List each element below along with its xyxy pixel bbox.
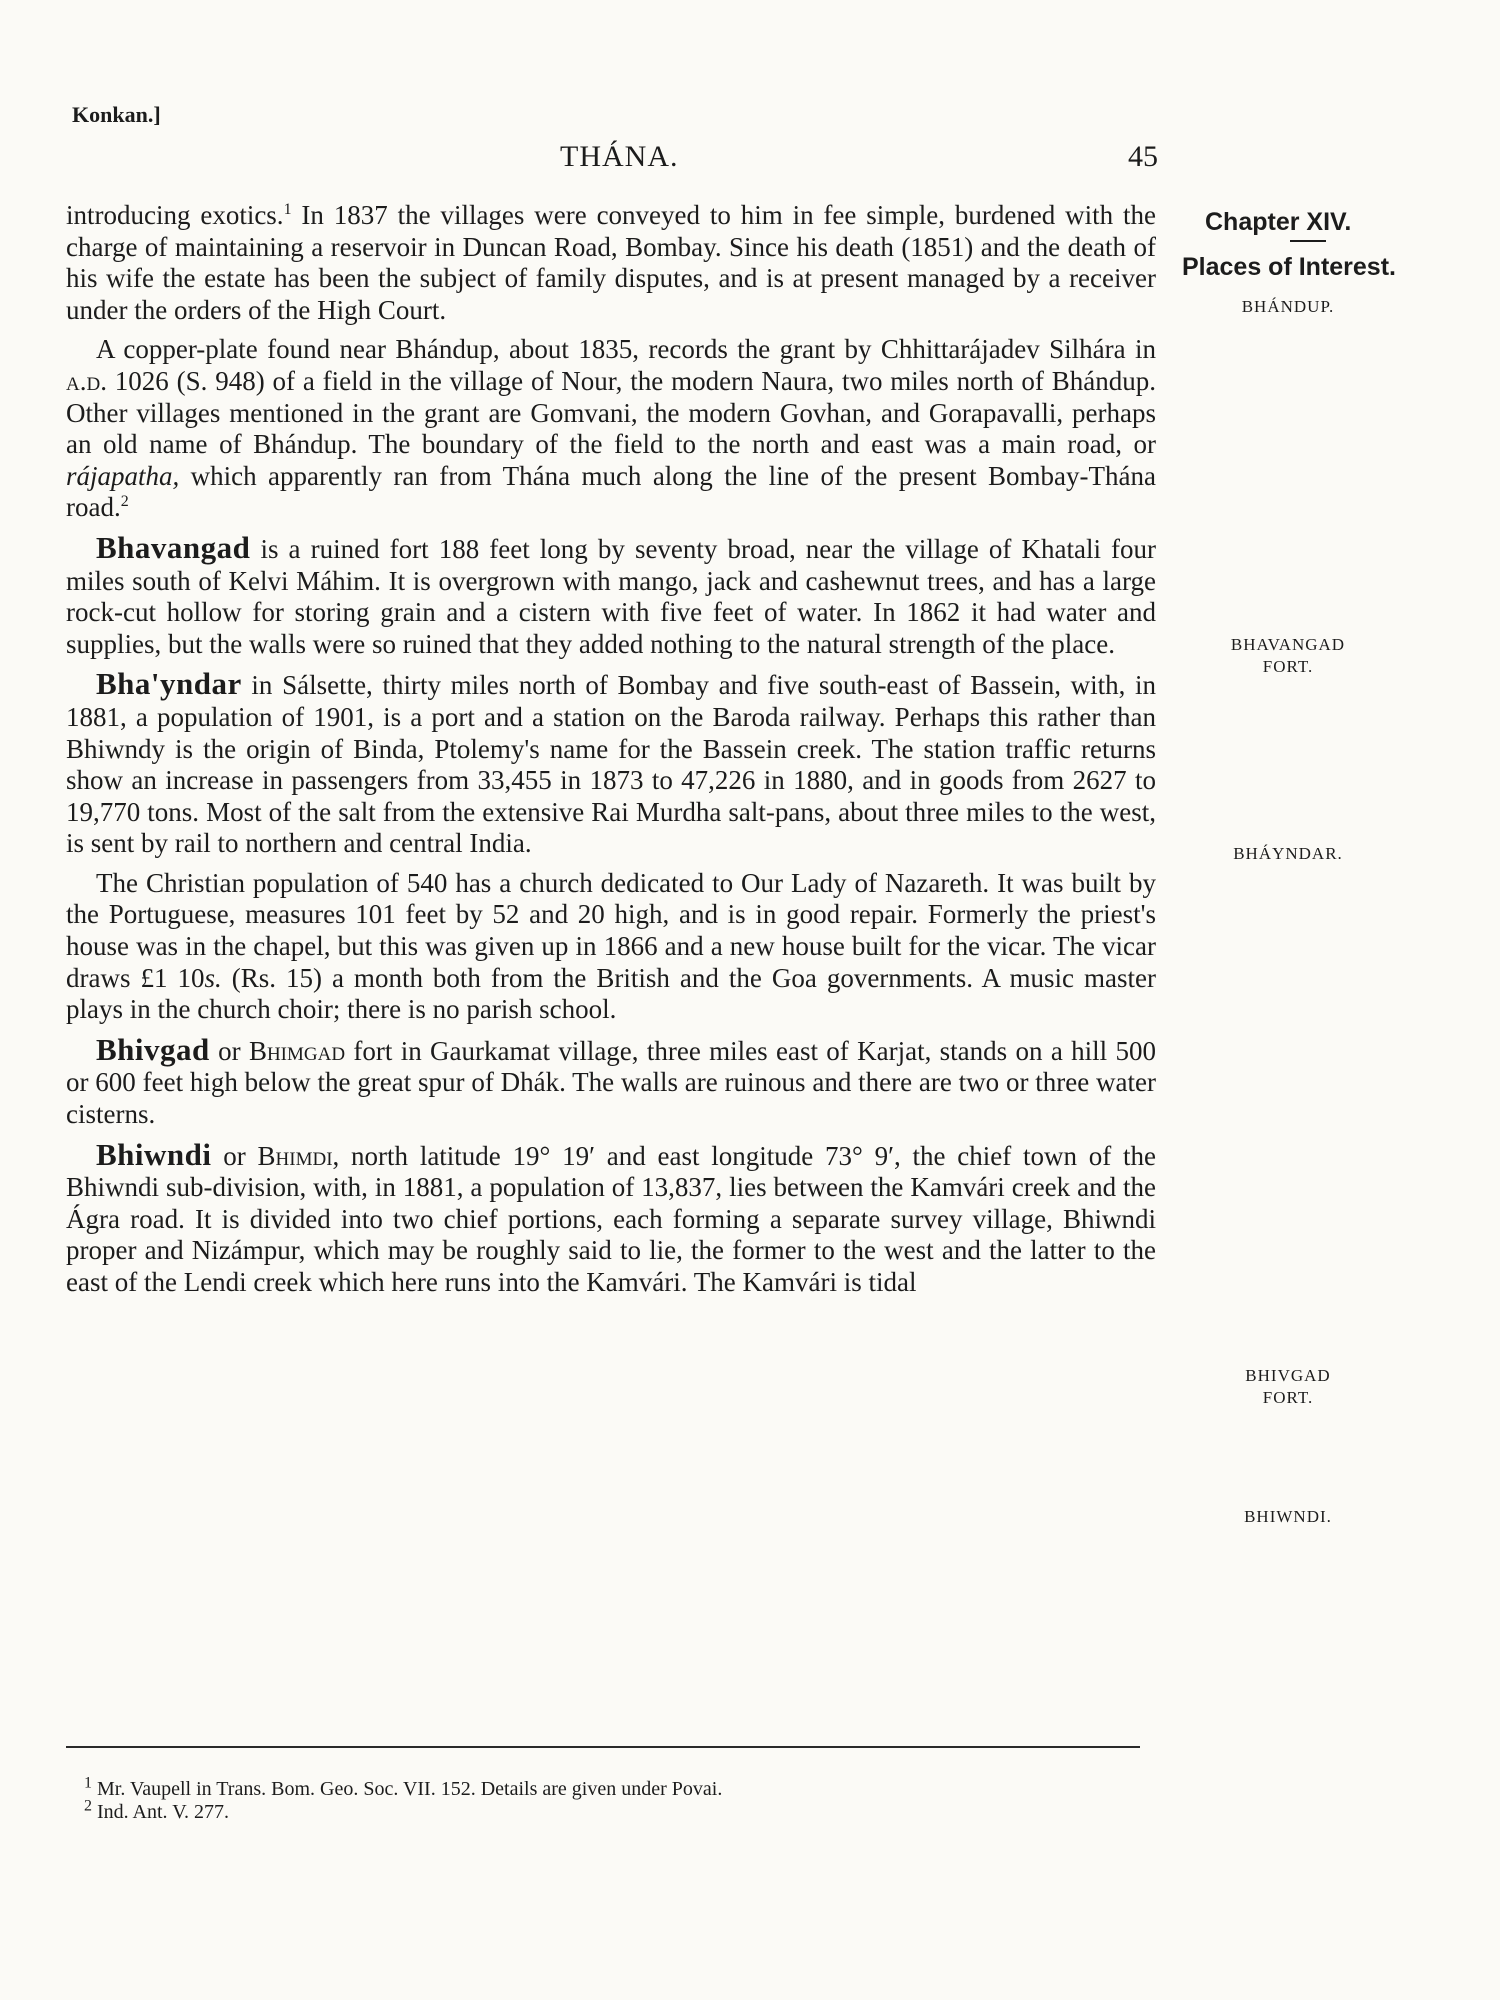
margin-chapter-heading: Chapter XIV. — [1205, 208, 1352, 236]
paragraph-copper-plate: A copper-plate found near Bhándup, about 1835, records the grant by Chhittarájadev Silhára in a.d. 1026 (S. 948) of a field in the village of Nour, the modern Naura, two miles north of Bhándup. Other villages mentioned in the grant are Gomvani, the modern Govhan, and Gorapavalli, perhaps an old name of Bhándup. The boundary of the field to the north and east was a main road, or rájapatha, which apparently ran from Thána much along the line of the present Bombay-Thána road.$^2$ — [66, 334, 1156, 523]
entry-bhavangad: Bhavangad is a ruined fort 188 feet long by seventy broad, near the village of Khatali four miles south of Kelvi Máhim. It is overgrown with mango, jack and cashewnut trees, and has a large rock-cut hollow for storing grain and a cistern with five feet of water. In 1862 it had water and supplies, but the walls were so ruined that they added nothing to the natural strength of the place. — [66, 529, 1156, 659]
entry-heading-bhivgad: Bhivgad — [96, 1031, 210, 1067]
margin-chapter-underline — [1290, 240, 1326, 242]
entry-heading-bhavangad: Bhavangad — [96, 529, 251, 565]
margin-note-bhayndar: BHÁYNDAR. — [1233, 844, 1343, 863]
running-title: THÁNA. — [560, 140, 679, 173]
margin-note-bhandup: BHÁNDUP. — [1241, 297, 1335, 316]
entry-bhivgad: Bhivgad or Bhimgad fort in Gaurkamat village, three miles east of Karjat, stands on a hill 500 or 600 feet high below the great spur of Dhák. The walls are ruinous and there are two or three water cisterns. — [66, 1031, 1156, 1130]
margin-note-bhivgad-fort: FORT. — [1262, 1388, 1314, 1407]
paragraph-christian-population: The Christian population of 540 has a church dedicated to Our Lady of Nazareth. It was built by the Portuguese, measures 101 feet by 52 and 20 high, and is in good repair. Formerly the priest's house was in the chapel, but this was given up in 1866 and a new house built for the vicar. The vicar draws £1 10s. (Rs. 15) a month both from the British and the Goa governments. A music master plays in the church choir; there is no parish school. — [66, 867, 1156, 1025]
entry-heading-bhiwndi: Bhiwndi — [96, 1136, 212, 1172]
footnote-divider — [66, 1746, 1140, 1748]
page-number: 45 — [1128, 140, 1158, 173]
main-text-column — [66, 200, 1156, 1307]
margin-note-bhavangad: BHAVANGAD — [1230, 635, 1346, 654]
margin-note-bhivgad: BHIVGAD — [1245, 1366, 1331, 1385]
entry-bhiwndi: Bhiwndi or Bhimdi, north latitude 19° 19′ and east longitude 73° 9′, the chief town of the Bhiwndi sub-division, with, in 1881, a population of 13,837, lies between the Kamvári creek and the Ágra road. It is divided into two chief portions, each forming a separate survey village, Bhiwndi proper and Nizámpur, which may be roughly said to lie, the former to the west and the latter to the east of the Lendi creek which here runs into the Kamvári. The Kamvári is tidal — [66, 1136, 1156, 1297]
footnote-ref-2[interactable]: 2 — [120, 493, 129, 511]
footnote-2: $^2$ Ind. Ant. V. 277. — [84, 1797, 230, 1823]
margin-section-heading: Places of Interest. — [1182, 253, 1396, 281]
running-head-left: Konkan.] — [72, 102, 161, 127]
footnote-1: $^1$ Mr. Vaupell in Trans. Bom. Geo. Soc. VII. 152. Details are given under Povai. — [84, 1774, 723, 1800]
footnote-ref-1[interactable]: 1 — [283, 201, 292, 218]
margin-note-bhiwndi: BHIWNDI. — [1244, 1507, 1332, 1526]
entry-heading-bhayndar: Bha'yndar — [96, 666, 242, 702]
margin-note-bhavangad-fort: FORT. — [1262, 657, 1314, 676]
paragraph-exotics: introducing exotics.$^1$ In 1837 the villages were conveyed to him in fee simple, burdened with the charge of maintaining a reservoir in Duncan Road, Bombay. Since his death (1851) and the death of his wife the estate has been the subject of family disputes, and is at present managed by a receiver under the orders of the High Court. — [66, 200, 1156, 325]
entry-bhayndar: Bha'yndar in Sálsette, thirty miles north of Bombay and five south-east of Bassein, with, in 1881, a population of 1901, is a port and a station on the Baroda railway. Perhaps this rather than Bhiwndy is the origin of Binda, Ptolemy's name for the Bassein creek. The station traffic returns show an increase in passengers from 33,455 in 1873 to 47,226 in 1880, and in goods from 2627 to 19,770 tons. Most of the salt from the extensive Rai Murdha salt-pans, about three miles to the west, is sent by rail to northern and central India. — [66, 666, 1156, 859]
footnotes — [84, 1774, 1164, 1824]
